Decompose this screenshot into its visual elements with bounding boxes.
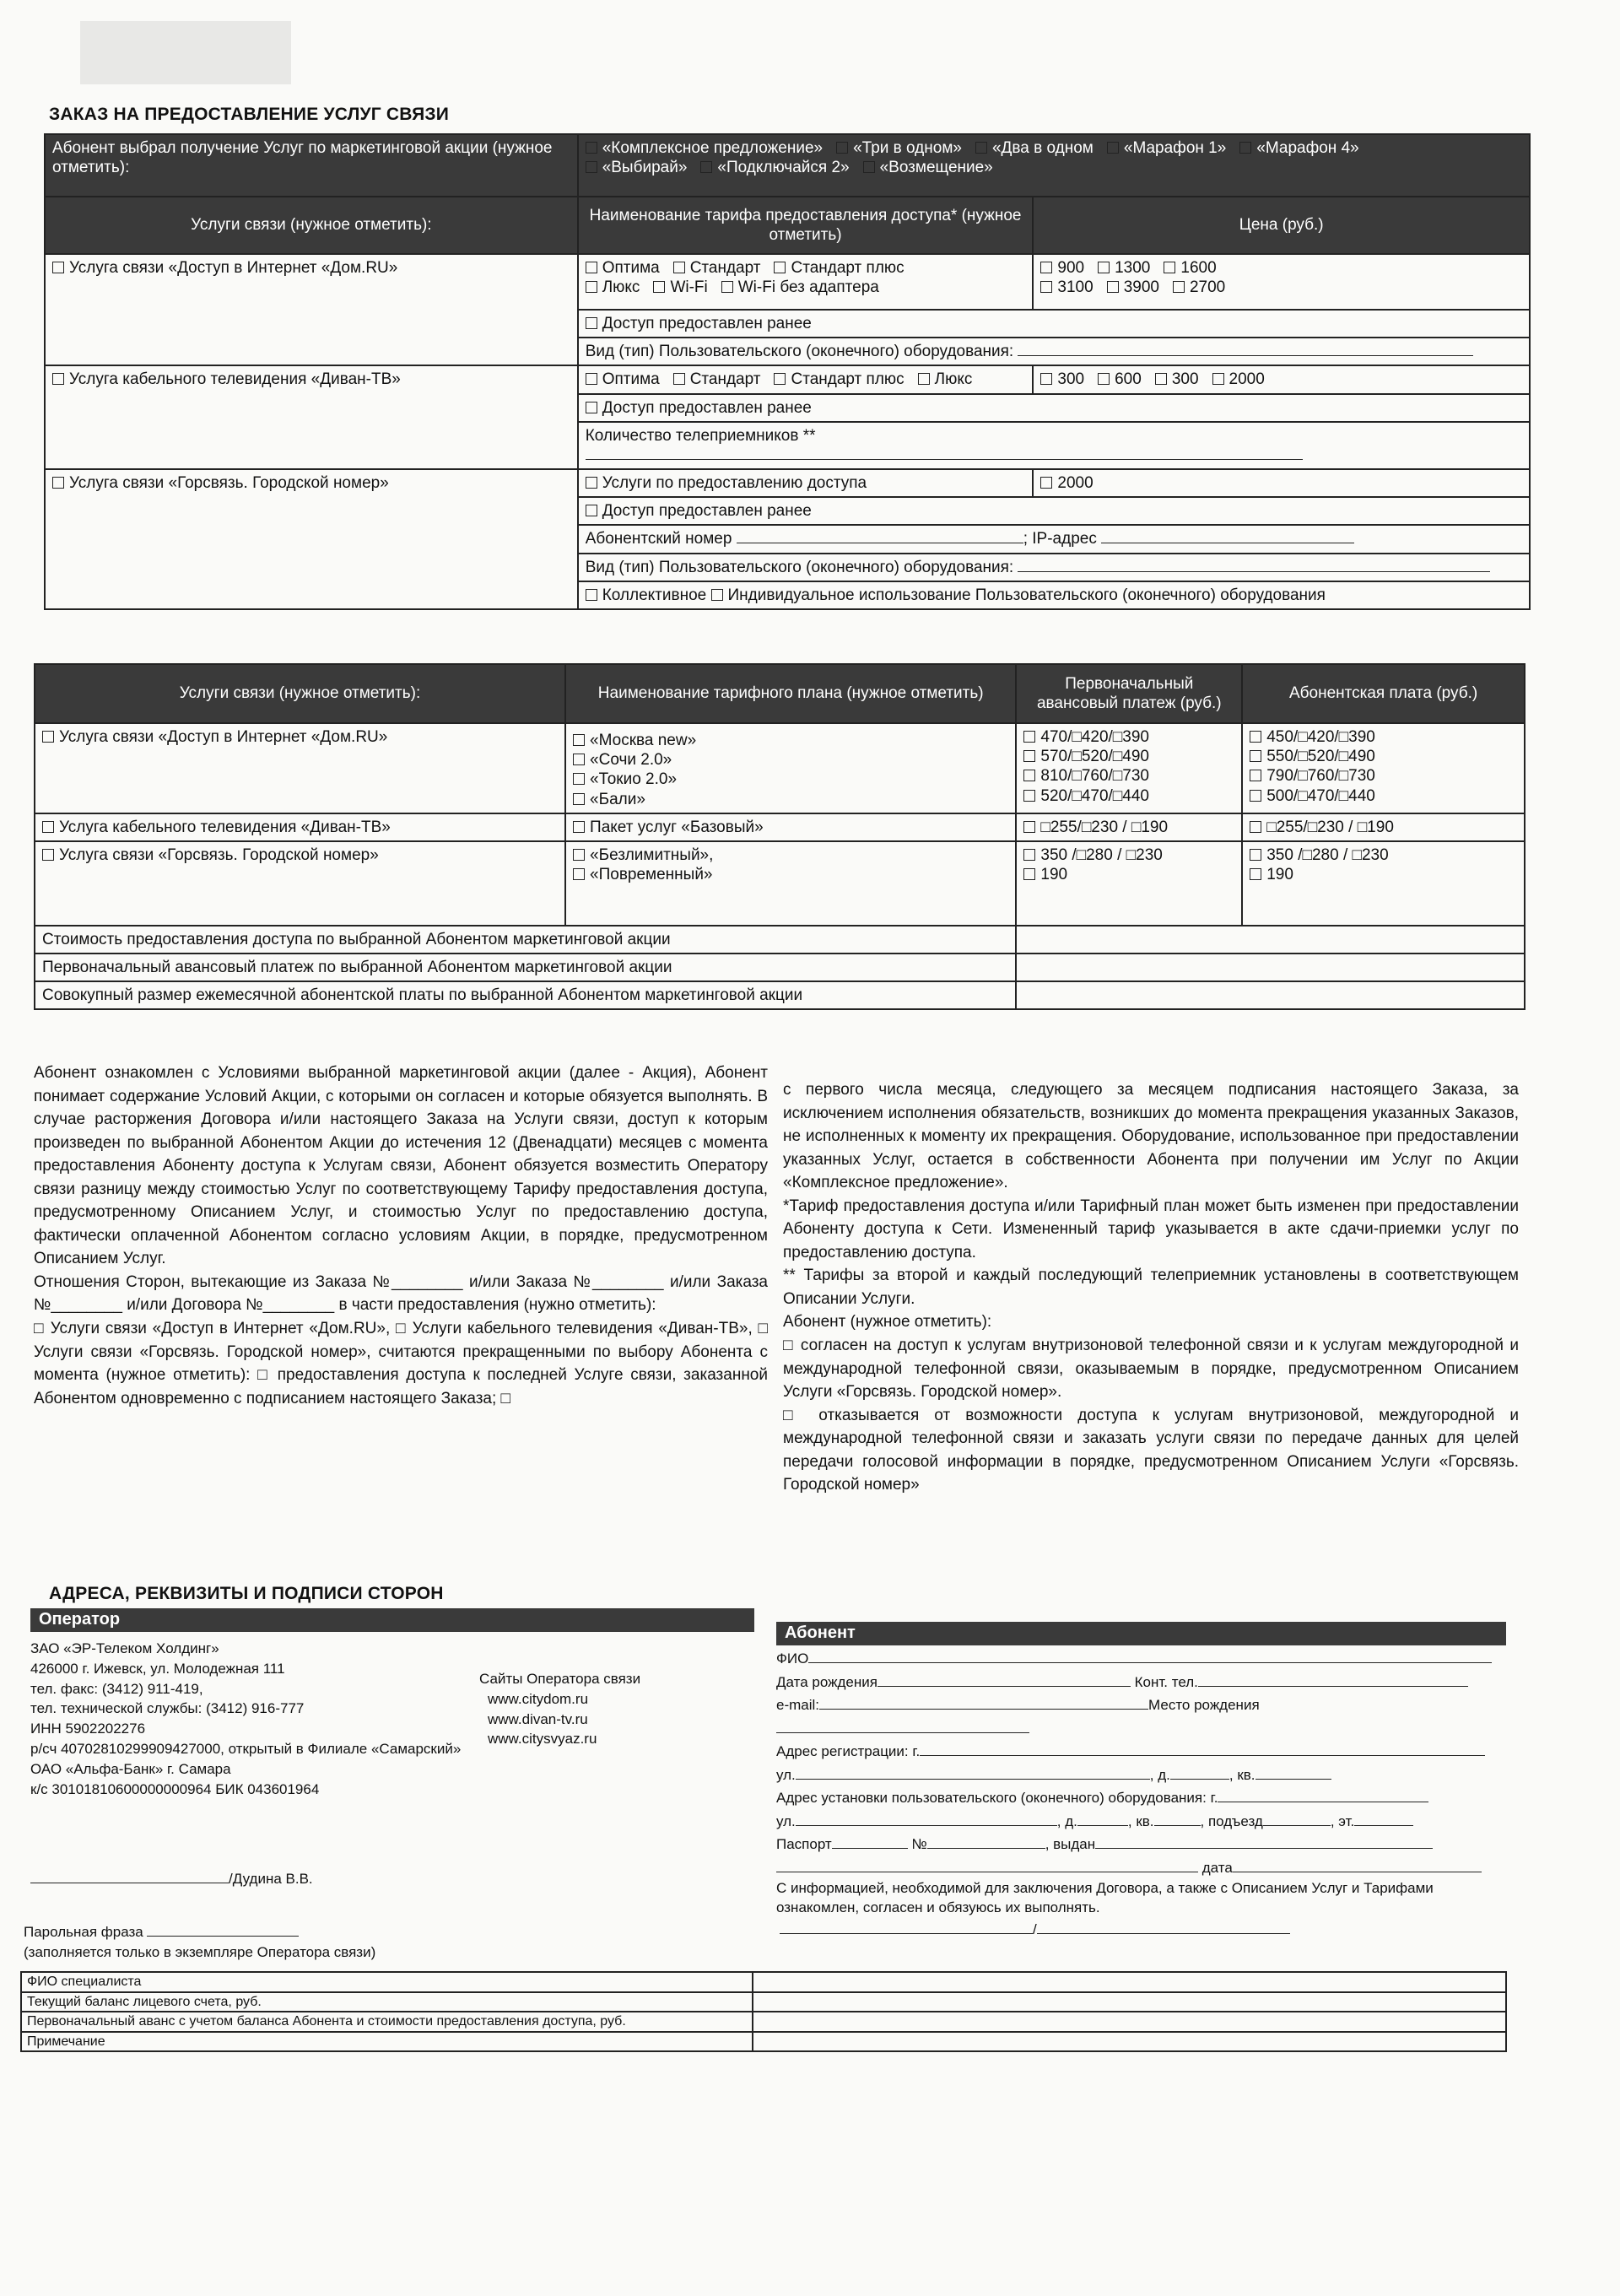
operator-line: 426000 г. Ижевск, ул. Молодежная 111: [30, 1660, 285, 1677]
plan-option[interactable]: [573, 845, 995, 865]
price-option[interactable]: [1173, 278, 1225, 296]
tariff-option-label: Стандарт: [689, 259, 761, 277]
checkbox[interactable]: [1098, 373, 1110, 385]
price-option[interactable]: [1040, 259, 1084, 277]
operator-line: тел. факс: (3412) 911-419,: [30, 1680, 203, 1697]
price-option[interactable]: [1098, 259, 1150, 277]
checkbox[interactable]: [700, 161, 712, 173]
promo-label: Абонент выбрал получение Услуг по маркетинговой акции (нужное отметить):: [45, 134, 578, 197]
tariff-option-label: Люкс: [602, 278, 640, 297]
checkbox[interactable]: [1250, 790, 1261, 802]
promo-option[interactable]: [1107, 139, 1226, 157]
fee-option-label: 350 /□280 / □230: [1266, 845, 1389, 864]
specialist-name-label: ФИО специалиста: [21, 1972, 753, 1992]
operator-site: www.divan-tv.ru: [488, 1710, 588, 1727]
promo-option[interactable]: [586, 159, 688, 176]
t1-head-price: Цена (руб.): [1033, 197, 1530, 254]
summary-access-cost-value[interactable]: [1016, 926, 1525, 954]
operator-sites: Сайты Оператора связи www.citydom.ru www.divan-tv.ru www.citysvyaz.ru: [479, 1669, 732, 1749]
specialist-table: [20, 1971, 1507, 2052]
checkbox[interactable]: [1250, 821, 1261, 833]
initial-option[interactable]: [1023, 865, 1221, 884]
checkbox[interactable]: [863, 161, 875, 173]
price-option-label: 3100: [1057, 278, 1094, 297]
fee-option[interactable]: [1250, 845, 1504, 865]
t2-head-initial: Первоначальный авансовый платеж (руб.): [1016, 664, 1242, 723]
checkbox[interactable]: [586, 589, 597, 601]
tariff-option[interactable]: [673, 259, 761, 277]
price-option-label: 2700: [1189, 278, 1226, 297]
balance-label: Текущий баланс лицевого счета, руб.: [21, 1992, 753, 2012]
price-option[interactable]: [1164, 259, 1216, 277]
operator-signature[interactable]: /Дудина В.В.: [30, 1869, 313, 1889]
tariff-option-label: Wi-Fi без адаптера: [737, 278, 879, 297]
tariff-option-label: Стандарт плюс: [791, 259, 904, 277]
phone-usage[interactable]: Коллективное Индивидуальное использование Пользовательского (оконечного) оборудования: [578, 581, 1530, 609]
tariff-option-label: Оптима: [602, 370, 660, 389]
t2-tv-initial[interactable]: □255/□230 / □190: [1016, 813, 1242, 841]
tv-row: [45, 365, 1530, 393]
t2-phone-fee: [1242, 841, 1525, 926]
checkbox[interactable]: [586, 317, 597, 329]
tariff-option-label: Люкс: [934, 370, 973, 389]
t2-head-plan: Наименование тарифного плана (нужное отметить): [565, 664, 1016, 723]
fee-option[interactable]: [1250, 727, 1504, 747]
operator-line: р/сч 40702810299909427000, открытый в Филиале «Самарский»: [30, 1740, 462, 1757]
promo-option-label: «Три в одном»: [853, 139, 962, 157]
price-option-label: 600: [1115, 370, 1142, 389]
price-option[interactable]: [1098, 370, 1142, 388]
promo-option[interactable]: [975, 139, 1094, 157]
tariff-option-label: Wi-Fi: [670, 278, 708, 297]
t2-tv-service[interactable]: Услуга кабельного телевидения «Диван-ТВ»: [35, 813, 565, 841]
subscriber-details[interactable]: ФИО Дата рождения Конт. тел. e-mail: Место рождения Адрес регистрации: г. ул. , д. , кв. Адрес установки пользовательского (оконечного) оборудования: г. ул. , д. , кв. , подъезд , эт. Паспорт № , выдан дата С информацией, необходимой для заключения Договора, а также с Описанием Услуг и Тарифами ознакомлен, согласен и обязуюсь их выполнять. /: [776, 1647, 1507, 1942]
promo-option-label: «Два в одном: [991, 139, 1094, 157]
initial-option[interactable]: [1023, 727, 1221, 747]
summary-monthly-fee-value[interactable]: [1016, 981, 1525, 1009]
checkbox[interactable]: [586, 373, 597, 385]
checkbox[interactable]: [673, 373, 685, 385]
checkbox[interactable]: [711, 589, 723, 601]
phone-equipment[interactable]: Вид (тип) Пользовательского (оконечного) оборудования:: [578, 554, 1530, 581]
tariff-option[interactable]: [774, 370, 904, 388]
t2-head-fee: Абонентская плата (руб.): [1242, 664, 1525, 723]
operator-site: www.citysvyaz.ru: [488, 1731, 597, 1748]
plan-option[interactable]: [573, 865, 995, 884]
checkbox[interactable]: [1023, 790, 1035, 802]
initial-option-label: 190: [1040, 866, 1068, 884]
checkbox[interactable]: [1023, 868, 1035, 880]
tariff-option[interactable]: [586, 259, 660, 277]
balance-value[interactable]: [753, 1992, 1506, 2012]
t2-head-services: Услуги связи (нужное отметить):: [35, 664, 565, 723]
promo-option[interactable]: [1239, 139, 1358, 157]
promo-options: [578, 134, 1530, 197]
fee-option-label: 190: [1266, 866, 1293, 884]
fee-option-label: 500/□470/□440: [1266, 786, 1375, 805]
note-value[interactable]: [753, 2032, 1506, 2052]
tv-service[interactable]: Услуга кабельного телевидения «Диван-ТВ»: [45, 365, 578, 469]
phone-access[interactable]: Услуги по предоставлению доступа: [578, 469, 1034, 497]
phone-row: [45, 469, 1530, 497]
operator-line: тел. технической службы: (3412) 916-777: [30, 1700, 305, 1717]
t1-head-tariff: Наименование тарифа предоставления доступа* (нужное отметить): [578, 197, 1034, 254]
checkbox[interactable]: [774, 262, 786, 273]
checkbox[interactable]: [52, 477, 64, 489]
phone-price[interactable]: 2000: [1033, 469, 1530, 497]
promo-option-label: «Комплексное предложение»: [602, 139, 824, 157]
operator-site: www.citydom.ru: [488, 1690, 589, 1707]
price-option[interactable]: [1040, 278, 1093, 296]
checkbox[interactable]: [573, 821, 585, 833]
checkbox[interactable]: [1250, 770, 1261, 781]
plan-table: [34, 663, 1526, 1010]
operator-line: ЗАО «ЭР-Телеком Холдинг»: [30, 1640, 219, 1656]
advance-label: Первоначальный аванс с учетом баланса Абонента и стоимости предоставления доступа, руб.: [21, 2012, 753, 2032]
tv-receivers[interactable]: Количество телеприемников **: [578, 422, 1530, 469]
internet-access-before[interactable]: Доступ предоставлен ранее: [578, 310, 1530, 338]
t2-phone-plans: [565, 841, 1016, 926]
checkbox[interactable]: [918, 373, 930, 385]
checkbox[interactable]: [1098, 262, 1110, 273]
summary-initial-payment: Первоначальный авансовый платеж по выбранной Абонентом маркетинговой акции: [35, 954, 1016, 981]
tv-tariffs: [578, 365, 1034, 393]
checkbox[interactable]: [42, 821, 54, 833]
promo-option[interactable]: [700, 159, 849, 176]
phone-number-ip[interactable]: Абонентский номер ; IP-адрес: [578, 525, 1530, 553]
price-option-label: 2000: [1228, 370, 1265, 389]
internet-row: [45, 254, 1530, 310]
checkbox[interactable]: [586, 402, 597, 413]
checkbox[interactable]: [586, 477, 597, 489]
t2-tv-fee[interactable]: □255/□230 / □190: [1242, 813, 1525, 841]
initial-option[interactable]: [1023, 786, 1221, 806]
internet-service[interactable]: Услуга связи «Доступ в Интернет «Дом.RU»: [45, 254, 578, 365]
plan-option-label: «Москва new»: [590, 732, 697, 749]
fee-option-label: 550/□520/□490: [1266, 748, 1375, 766]
price-option-label: 3900: [1123, 278, 1159, 297]
checkbox[interactable]: [673, 262, 685, 273]
initial-option[interactable]: [1023, 747, 1221, 766]
checkbox[interactable]: [1023, 750, 1035, 762]
checkbox[interactable]: [1250, 750, 1261, 762]
internet-tariffs: [578, 254, 1034, 310]
price-option-label: 300: [1171, 370, 1199, 389]
tariff-option[interactable]: [586, 278, 640, 296]
price-option-label: 900: [1057, 259, 1085, 277]
terms-left: Абонент ознакомлен с Условиями выбранной маркетинговой акции (далее - Акция), Абонент понимает содержание Условий Акции, с которыми он согласен и которые обязуется выполнять. В случае расторжения Договора и/или настоящего Заказа на Услуги связи, доступ к которым произведен по выбранной Абонентом Акции до истечения 12 (Двенадцати) месяцев с момента предоставления Абоненту доступа к Услугам связи, Абонент обязуется возместить Оператору связи разницу между стоимостью Услуг по соответствующему Тарифу предоставления доступа, предусмотренному Описанием Услуг, и стоимостью Услуг по предоставлению доступа, фактически оплаченной Абонентом согласно условиям Акции, в порядке, предусмотренном Описанием Услуг. Отношения Сторон, вытекающие из Заказа №________ и/или Заказа №________ и/или Заказа №________ и/или Договора №________ в части предоставления (нужно отметить): □ Услуги связи «Доступ в Интернет «Дом.RU», □ Услуги кабельного телевидения «Диван-ТВ», □ Услуги связи «Горсвязь. Городской номер», считаются прекращенными по выбору Абонента с момента (нужное отметить): □ предоставления доступа к последней Услуге связи, заказанной Абонентом одновременно с подписанием настоящего Заказа; □: [34, 1064, 768, 1407]
t1-header-row: [45, 197, 1530, 254]
t2-tv-plan[interactable]: Пакет услуг «Базовый»: [565, 813, 1016, 841]
t2-phone-service[interactable]: Услуга связи «Горсвязь. Городской номер»: [35, 841, 565, 926]
tv-access-before[interactable]: Доступ предоставлен ранее: [578, 394, 1530, 422]
price-option[interactable]: [1040, 370, 1084, 388]
checkbox[interactable]: [1250, 868, 1261, 880]
note-label: Примечание: [21, 2032, 753, 2052]
initial-option[interactable]: [1023, 845, 1221, 865]
promo-option-label: «Марафон 4»: [1256, 139, 1359, 157]
price-option-label: 1300: [1115, 259, 1151, 277]
summary-initial-payment-value[interactable]: [1016, 954, 1525, 981]
fee-option[interactable]: [1250, 766, 1504, 786]
subscriber-header: Абонент: [776, 1622, 1506, 1645]
scan-smudge: [80, 21, 291, 84]
phone-service[interactable]: Услуга связи «Горсвязь. Городской номер»: [45, 469, 578, 609]
plan-option-label: «Бали»: [590, 790, 645, 808]
tariff-option[interactable]: [918, 370, 973, 388]
checkbox[interactable]: [836, 142, 848, 154]
promo-option-label: «Марафон 1»: [1123, 139, 1227, 157]
checkbox[interactable]: [573, 849, 585, 861]
initial-option-label: 570/□520/□490: [1040, 748, 1149, 766]
initial-option-label: 470/□420/□390: [1040, 728, 1149, 746]
checkbox[interactable]: [573, 754, 585, 765]
price-option-label: 1600: [1180, 259, 1217, 277]
checkbox[interactable]: [653, 281, 665, 293]
price-option[interactable]: [1107, 278, 1159, 296]
checkbox[interactable]: [975, 142, 987, 154]
checkbox[interactable]: [1023, 821, 1035, 833]
promo-option[interactable]: [836, 139, 962, 157]
fee-option-label: 450/□420/□390: [1266, 728, 1375, 746]
checkbox[interactable]: [52, 262, 64, 273]
tariff-table: [44, 133, 1531, 610]
initial-option-label: 810/□760/□730: [1040, 767, 1149, 786]
checkbox[interactable]: [1040, 262, 1052, 273]
checkbox[interactable]: [1023, 770, 1035, 781]
checkbox[interactable]: [1023, 731, 1035, 743]
checkbox[interactable]: [1212, 373, 1224, 385]
summary-monthly-fee: Совокупный размер ежемесячной абонентской платы по выбранной Абонентом маркетинговой акции: [35, 981, 1016, 1009]
passphrase[interactable]: Парольная фраза (заполняется только в экземпляре Оператора связи): [24, 1924, 376, 1960]
promo-option-label: «Подключайся 2»: [717, 159, 850, 177]
promo-option-label: «Выбирай»: [602, 159, 688, 177]
t2-internet-initial: [1016, 723, 1242, 813]
checkbox[interactable]: [42, 731, 54, 743]
tariff-option-label: Стандарт плюс: [791, 370, 904, 389]
t2-internet-service[interactable]: Услуга связи «Доступ в Интернет «Дом.RU»: [35, 723, 565, 813]
checkbox[interactable]: [1107, 142, 1119, 154]
tv-prices: [1033, 365, 1530, 393]
t2-phone-initial: [1016, 841, 1242, 926]
operator-header: Оператор: [30, 1608, 754, 1632]
checkbox[interactable]: [1173, 281, 1185, 293]
checkbox[interactable]: [1023, 849, 1035, 861]
promo-option[interactable]: [863, 159, 993, 176]
checkbox[interactable]: [586, 505, 597, 516]
checkbox[interactable]: [1040, 477, 1052, 489]
fee-option[interactable]: [1250, 747, 1504, 766]
plan-option-label: «Безлимитный»,: [590, 845, 714, 864]
tariff-option[interactable]: [586, 370, 660, 388]
tariff-option-label: Стандарт: [689, 370, 761, 389]
checkbox[interactable]: [586, 161, 597, 173]
checkbox[interactable]: [1107, 281, 1119, 293]
advance-value[interactable]: [753, 2012, 1506, 2032]
checkbox[interactable]: [573, 793, 585, 805]
promo-option-label: «Возмещение»: [879, 159, 993, 177]
specialist-name-value[interactable]: [753, 1972, 1506, 1992]
t1-head-services: Услуги связи (нужное отметить):: [45, 197, 578, 254]
checkbox[interactable]: [1040, 281, 1052, 293]
checkbox[interactable]: [1040, 373, 1052, 385]
checkbox[interactable]: [586, 281, 597, 293]
plan-option[interactable]: [573, 750, 995, 770]
plan-option[interactable]: [573, 770, 995, 789]
checkbox[interactable]: [1239, 142, 1251, 154]
operator-details: [30, 1639, 469, 1799]
parties-title: АДРЕСА, РЕКВИЗИТЫ И ПОДПИСИ СТОРОН: [49, 1584, 444, 1603]
plan-option[interactable]: [573, 790, 995, 809]
price-option[interactable]: [1155, 370, 1199, 388]
checkbox[interactable]: [774, 373, 786, 385]
terms-right: с первого числа месяца, следующего за месяцем подписания настоящего Заказа, за исключением исполнения обязательств, возникших до момента прекращения указанных Заказов, не исполненных к моменту их прекращения. Оборудование, использованное при предоставлении указанных Услуг, остается в собственности Абонента при получении им Услуг по Акции «Комплексное предложение». *Тариф предоставления доступа и/или Тарифный план может быть изменен при предоставлении Абоненту доступа к Сети. Измененный тариф указывается в акте сдачи-приемки услуг по предоставлению доступа. ** Тарифы за второй и каждый последующий телеприемник установлены в соответствующем Описании Услуги. Абонент (нужное отметить): □ согласен на доступ к услугам внутризоновой телефонной связи и к услугам междугородной и международной телефонной связи, оказываемым в порядке, предусмотренном Описанием Услуги «Горсвязь. Городской номер». □ отказывается от возможности доступа к услугам внутризоновой, междугородной и международной телефонной связи и заказать услуги связи по передаче данных для целей передачи голосовой информации в порядке, предусмотренном Описанием Услуги «Горсвязь. Городской номер»: [783, 1081, 1519, 1494]
checkbox[interactable]: [1164, 262, 1175, 273]
operator-line: ОАО «Альфа-Банк» г. Самара: [30, 1760, 231, 1777]
plan-option-label: «Токио 2.0»: [590, 770, 678, 789]
initial-option[interactable]: [1023, 766, 1221, 786]
fee-option[interactable]: [1250, 786, 1504, 806]
operator-line: ИНН 5902202276: [30, 1721, 146, 1737]
promo-row: [45, 134, 1530, 197]
fee-option-label: 790/□760/□730: [1266, 767, 1375, 786]
initial-option-label: 350 /□280 / □230: [1040, 845, 1163, 864]
checkbox[interactable]: [586, 262, 597, 273]
initial-option-label: 520/□470/□440: [1040, 786, 1149, 805]
t2-internet-plans: [565, 723, 1016, 813]
checkbox[interactable]: [1155, 373, 1167, 385]
tariff-option[interactable]: [774, 259, 904, 277]
tariff-option[interactable]: [673, 370, 761, 388]
summary-access-cost: Стоимость предоставления доступа по выбранной Абонентом маркетинговой акции: [35, 926, 1016, 954]
plan-option-label: «Сочи 2.0»: [590, 751, 672, 770]
internet-equipment[interactable]: Вид (тип) Пользовательского (оконечного) оборудования:: [578, 338, 1530, 365]
plan-option[interactable]: [573, 731, 995, 750]
checkbox[interactable]: [1250, 731, 1261, 743]
promo-option[interactable]: [586, 139, 823, 157]
phone-access-before[interactable]: Доступ предоставлен ранее: [578, 497, 1530, 525]
internet-prices: [1033, 254, 1530, 310]
order-title: ЗАКАЗ НА ПРЕДОСТАВЛЕНИЕ УСЛУГ СВЯЗИ: [49, 105, 450, 124]
checkbox[interactable]: [52, 373, 64, 385]
tariff-option[interactable]: [653, 278, 707, 296]
tariff-option[interactable]: [721, 278, 879, 296]
checkbox[interactable]: [1250, 849, 1261, 861]
price-option[interactable]: [1212, 370, 1265, 388]
t2-internet-fee: [1242, 723, 1525, 813]
tariff-option-label: Оптима: [602, 259, 660, 277]
operator-line: к/с 30101810600000000964 БИК 043601964: [30, 1780, 320, 1797]
price-option-label: 300: [1057, 370, 1085, 389]
plan-option-label: «Повременный»: [590, 866, 713, 884]
checkbox[interactable]: [573, 868, 585, 880]
checkbox[interactable]: [721, 281, 733, 293]
fee-option[interactable]: [1250, 865, 1504, 884]
checkbox[interactable]: [42, 849, 54, 861]
checkbox[interactable]: [573, 734, 585, 746]
checkbox[interactable]: [573, 773, 585, 785]
checkbox[interactable]: [586, 142, 597, 154]
